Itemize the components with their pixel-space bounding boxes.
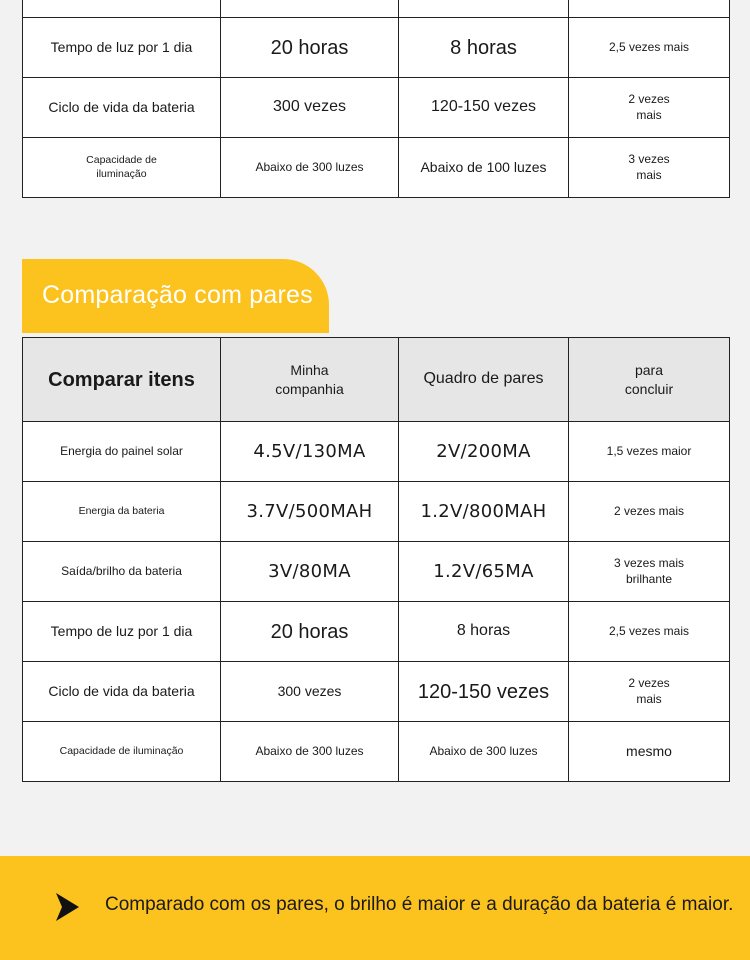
conclusion-line: mais	[636, 107, 662, 122]
header-my-company	[221, 338, 399, 422]
my-company-value: 20 horas	[221, 18, 399, 78]
my-company-value: 3V/80MA	[221, 542, 399, 602]
table-cell	[569, 0, 730, 18]
table-row	[23, 662, 730, 722]
table-header-row	[23, 338, 730, 422]
table-row	[23, 0, 730, 18]
conclusion-value: 2,5 vezes mais	[569, 18, 730, 78]
table-row	[23, 722, 730, 782]
conclusion-value: 2 vezes mais	[569, 482, 730, 542]
header-peers: Quadro de pares	[399, 338, 569, 422]
peers-comparison-table	[22, 337, 730, 782]
row-item-label: Tempo de luz por 1 dia	[23, 18, 221, 78]
conclusion-value: 2,5 vezes mais	[569, 602, 730, 662]
peers-value: 120-150 vezes	[399, 662, 569, 722]
top-comparison-table	[22, 0, 730, 198]
conclusion-value	[569, 662, 730, 722]
row-item-label: Energia do painel solar	[23, 422, 221, 482]
arrow-right-icon	[54, 892, 80, 922]
peers-value: 2V/200MA	[399, 422, 569, 482]
table-cell	[221, 0, 399, 18]
peers-value: 1.2V/65MA	[399, 542, 569, 602]
header-line: concluir	[624, 380, 674, 397]
item-line: iluminação	[96, 167, 147, 180]
conclusion-value: mesmo	[569, 722, 730, 782]
row-item-label: Saída/brilho da bateria	[23, 542, 221, 602]
my-company-value: Abaixo de 300 luzes	[221, 138, 399, 198]
row-item-label: Energia da bateria	[23, 482, 221, 542]
conclusion-line: 2 vezes	[628, 91, 670, 106]
peers-value: 1.2V/800MAH	[399, 482, 569, 542]
conclusion-line: brilhante	[625, 571, 673, 586]
row-item-label	[23, 138, 221, 198]
row-item-label: Tempo de luz por 1 dia	[23, 602, 221, 662]
conclusion-line: mais	[636, 167, 662, 182]
peers-value: Abaixo de 300 luzes	[399, 722, 569, 782]
header-line: para	[634, 362, 664, 379]
conclusion-line: mais	[636, 691, 662, 706]
table-row	[23, 78, 730, 138]
conclusion-value: 1,5 vezes maior	[569, 422, 730, 482]
item-line: Capacidade de	[86, 153, 157, 166]
section-title: Comparação com pares	[42, 281, 313, 309]
table-row	[23, 542, 730, 602]
conclusion-banner	[0, 856, 750, 960]
row-item-label: Ciclo de vida da bateria	[23, 662, 221, 722]
my-company-value: Abaixo de 300 luzes	[221, 722, 399, 782]
header-line: Minha	[290, 362, 329, 379]
conclusion-line: 3 vezes mais	[613, 555, 685, 570]
conclusion-line: 2 vezes	[628, 675, 670, 690]
my-company-value: 300 vezes	[221, 662, 399, 722]
peers-value: 8 horas	[399, 602, 569, 662]
conclusion-value	[569, 542, 730, 602]
peers-value: Abaixo de 100 luzes	[399, 138, 569, 198]
table-row	[23, 602, 730, 662]
row-item-label: Ciclo de vida da bateria	[23, 78, 221, 138]
table-row	[23, 422, 730, 482]
header-line: companhia	[275, 380, 344, 397]
table-cell	[23, 0, 221, 18]
my-company-value: 4.5V/130MA	[221, 422, 399, 482]
my-company-value: 20 horas	[221, 602, 399, 662]
table-row	[23, 18, 730, 78]
banner-text: Comparado com os pares, o brilho é maior e a duração da bateria é maior.	[105, 894, 734, 915]
my-company-value: 3.7V/500MAH	[221, 482, 399, 542]
peers-value: 120-150 vezes	[399, 78, 569, 138]
conclusion-value	[569, 78, 730, 138]
header-conclusion	[569, 338, 730, 422]
row-item-label: Capacidade de iluminação	[23, 722, 221, 782]
my-company-value: 300 vezes	[221, 78, 399, 138]
table-cell	[399, 0, 569, 18]
section-heading-tab	[22, 259, 329, 333]
table-row	[23, 138, 730, 198]
table-row	[23, 482, 730, 542]
conclusion-value	[569, 138, 730, 198]
conclusion-line: 3 vezes	[628, 151, 670, 166]
header-compare-items: Comparar itens	[23, 338, 221, 422]
peers-value: 8 horas	[399, 18, 569, 78]
